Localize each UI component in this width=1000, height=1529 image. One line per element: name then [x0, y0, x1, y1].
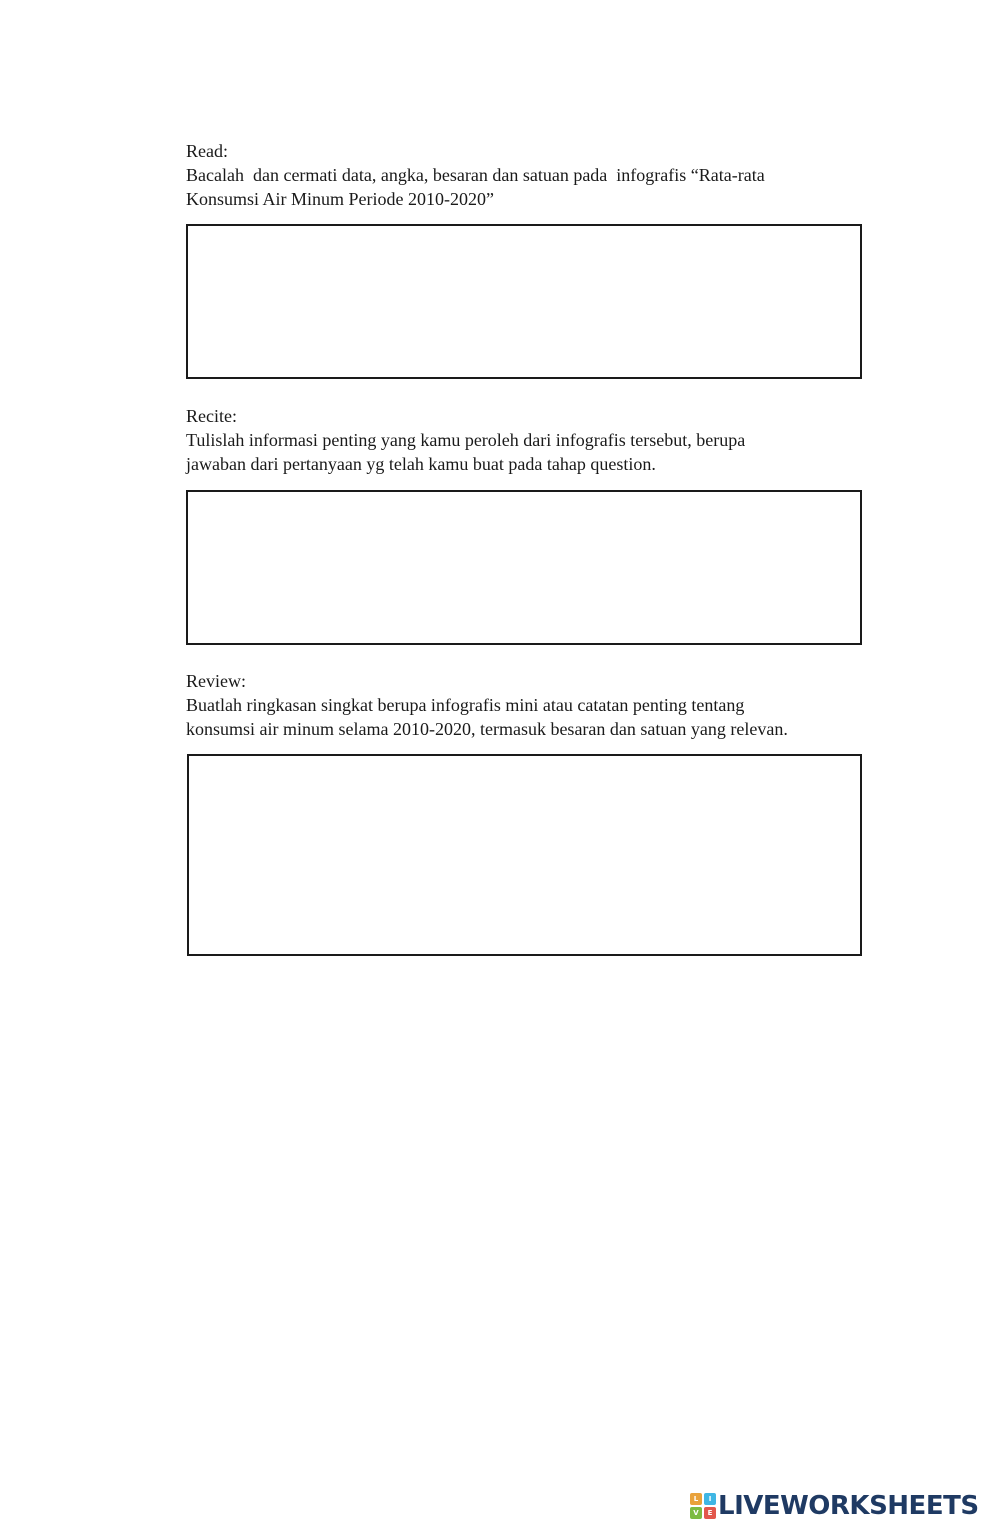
liveworksheets-brand	[690, 1492, 979, 1520]
recite-answer-input[interactable]	[188, 492, 860, 643]
read-instruction-line-1: Bacalah dan cermati data, angka, besaran dan satuan pada infografis “Rata-rata	[186, 165, 765, 185]
read-heading: Read:	[186, 141, 228, 161]
logo-tile-v: V	[690, 1507, 702, 1519]
brand-name: LIVEWORKSHEETS	[718, 1491, 979, 1521]
recite-heading: Recite:	[186, 406, 237, 426]
liveworksheets-logo-icon	[690, 1493, 716, 1519]
logo-tile-e: E	[704, 1507, 716, 1519]
logo-tile-l: L	[690, 1493, 702, 1505]
review-instruction-line-2: konsumsi air minum selama 2010-2020, termasuk besaran dan satuan yang relevan.	[186, 719, 788, 739]
read-answer-input[interactable]	[188, 226, 860, 377]
recite-answer-box[interactable]	[186, 490, 862, 645]
recite-instruction-line-1: Tulislah informasi penting yang kamu peroleh dari infografis tersebut, berupa	[186, 430, 746, 450]
recite-instruction-line-2: jawaban dari pertanyaan yg telah kamu buat pada tahap question.	[186, 454, 656, 474]
logo-tile-i: I	[704, 1493, 716, 1505]
read-instruction-line-2: Konsumsi Air Minum Periode 2010-2020”	[186, 189, 494, 209]
review-heading: Review:	[186, 671, 246, 691]
review-instruction-line-1: Buatlah ringkasan singkat berupa infografis mini atau catatan penting tentang	[186, 695, 745, 715]
read-answer-box[interactable]	[186, 224, 862, 379]
review-answer-box[interactable]	[187, 754, 862, 956]
review-answer-input[interactable]	[189, 756, 860, 954]
